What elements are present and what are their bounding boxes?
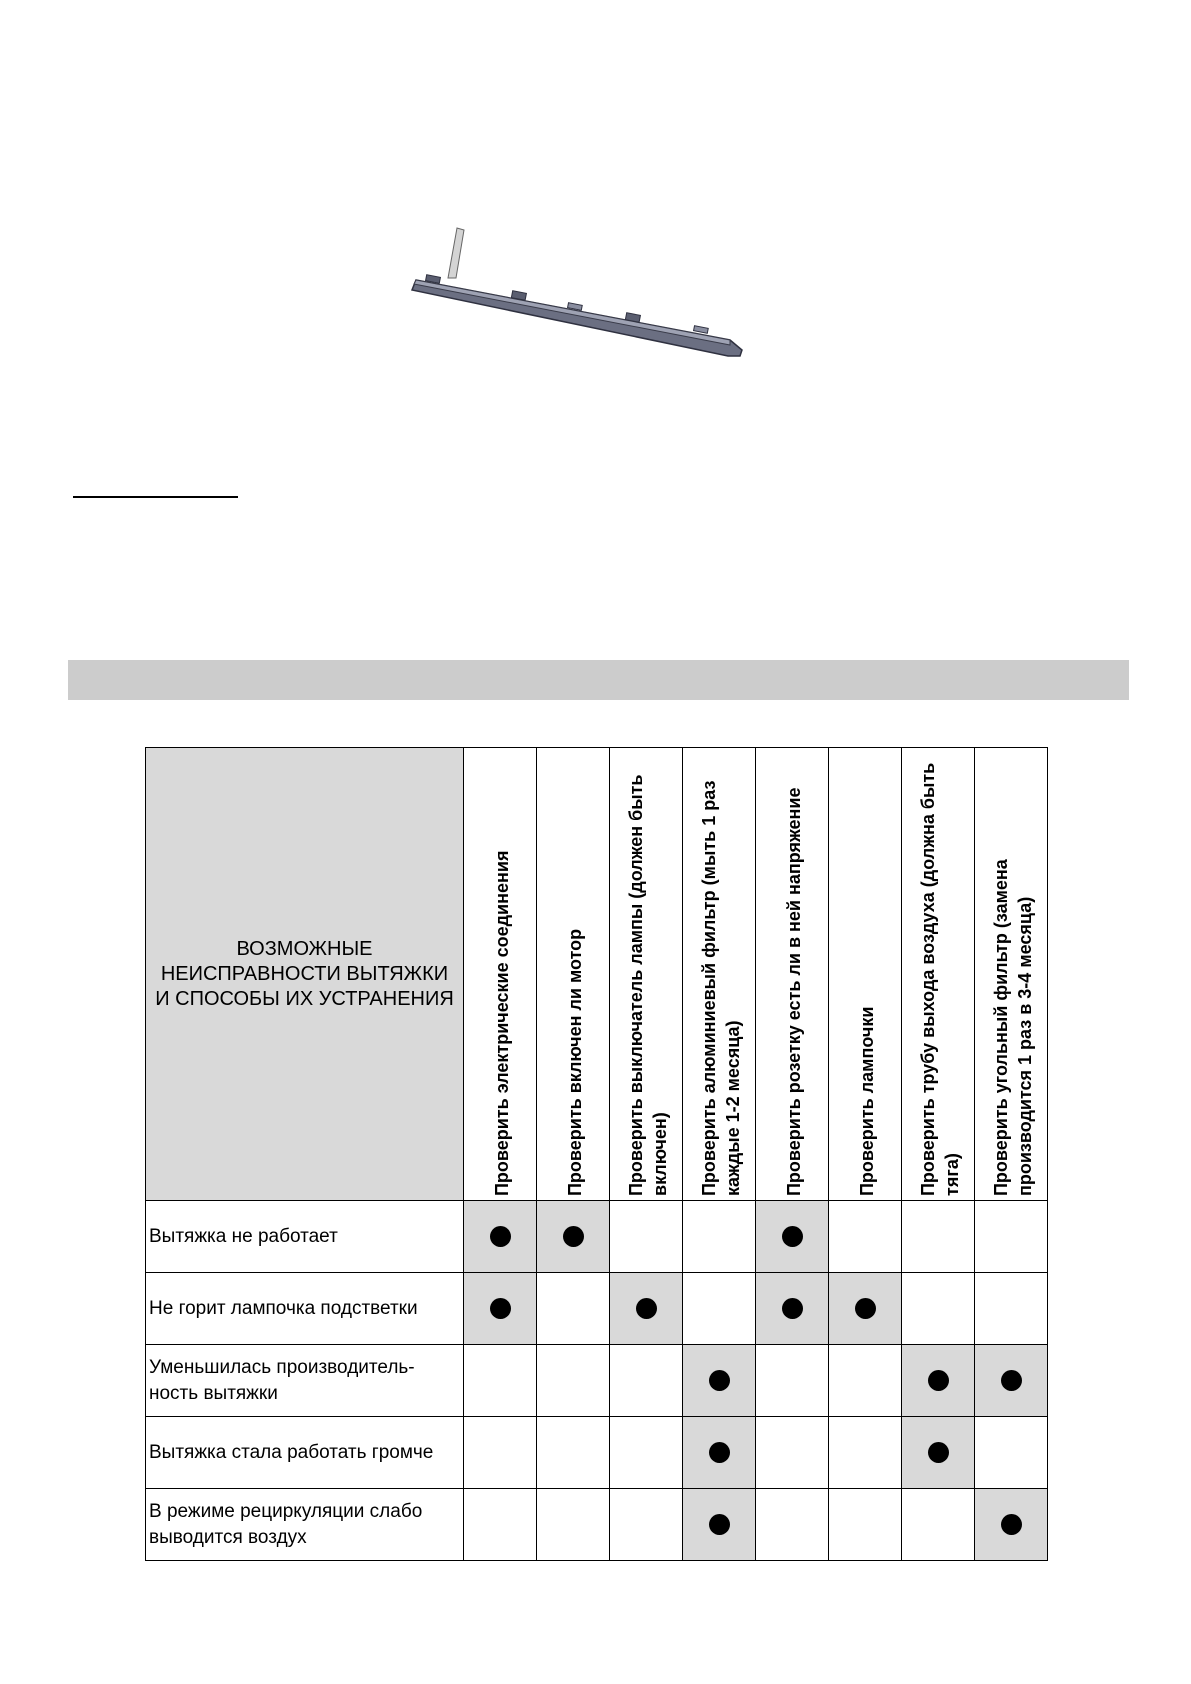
empty-cell xyxy=(610,1489,683,1561)
bullet-dot-icon xyxy=(709,1370,730,1391)
bullet-dot-icon xyxy=(782,1298,803,1319)
marked-cell xyxy=(975,1345,1048,1417)
column-header-text: Проверить лампочки xyxy=(857,1006,877,1196)
empty-cell xyxy=(829,1489,902,1561)
empty-cell xyxy=(756,1345,829,1417)
column-header xyxy=(975,748,1048,1201)
bullet-dot-icon xyxy=(928,1442,949,1463)
marked-cell xyxy=(683,1345,756,1417)
column-header xyxy=(902,748,975,1201)
table-body xyxy=(146,1201,1048,1561)
empty-cell xyxy=(902,1273,975,1345)
empty-cell xyxy=(610,1417,683,1489)
empty-cell xyxy=(975,1273,1048,1345)
marked-cell xyxy=(756,1201,829,1273)
bullet-dot-icon xyxy=(928,1370,949,1391)
column-header-text: Проверить алюминиевый фильтр (мыть 1 раз каждые 1-2 месяца) xyxy=(699,780,743,1196)
empty-cell xyxy=(537,1489,610,1561)
marked-cell xyxy=(610,1273,683,1345)
column-header-text: Проверить выключатель лампы (должен быть включен) xyxy=(626,774,670,1196)
table-row xyxy=(146,1345,1048,1417)
column-header xyxy=(829,748,902,1201)
empty-cell xyxy=(756,1489,829,1561)
table-row xyxy=(146,1489,1048,1561)
bullet-dot-icon xyxy=(563,1226,584,1247)
marked-cell xyxy=(975,1489,1048,1561)
column-header-text: Проверить электрические соединения xyxy=(492,850,512,1196)
empty-cell xyxy=(537,1273,610,1345)
bullet-dot-icon xyxy=(636,1298,657,1319)
row-label: В режиме рециркуляции слабо выводится воздух xyxy=(146,1489,464,1561)
marked-cell xyxy=(902,1345,975,1417)
corner-title-line: И СПОСОБЫ ИХ УСТРАНЕНИЯ xyxy=(155,987,454,1010)
marked-cell xyxy=(683,1417,756,1489)
column-header xyxy=(610,748,683,1201)
bullet-dot-icon xyxy=(782,1226,803,1247)
bullet-dot-icon xyxy=(1001,1514,1022,1535)
troubleshooting-table xyxy=(145,747,1048,1561)
marked-cell xyxy=(756,1273,829,1345)
table-corner-title xyxy=(146,748,464,1201)
row-label: Уменьшилась производитель-ность вытяжки xyxy=(146,1345,464,1417)
table-row xyxy=(146,1201,1048,1273)
empty-cell xyxy=(975,1417,1048,1489)
column-header-text: Проверить трубу выхода воздуха (должна быть тяга) xyxy=(918,762,962,1196)
column-header xyxy=(756,748,829,1201)
column-header-text: Проверить розетку есть ли в ней напряжение xyxy=(784,787,804,1196)
empty-cell xyxy=(756,1417,829,1489)
marked-cell xyxy=(683,1489,756,1561)
empty-cell xyxy=(610,1201,683,1273)
empty-cell xyxy=(464,1489,537,1561)
bullet-dot-icon xyxy=(709,1442,730,1463)
bullet-dot-icon xyxy=(490,1226,511,1247)
marked-cell xyxy=(464,1201,537,1273)
empty-cell xyxy=(610,1345,683,1417)
empty-cell xyxy=(902,1489,975,1561)
marked-cell xyxy=(464,1273,537,1345)
empty-cell xyxy=(902,1201,975,1273)
empty-cell xyxy=(975,1201,1048,1273)
empty-cell xyxy=(829,1345,902,1417)
empty-cell xyxy=(683,1201,756,1273)
table-row xyxy=(146,1273,1048,1345)
table-row xyxy=(146,1417,1048,1489)
column-header-text: Проверить включен ли мотор xyxy=(565,928,585,1196)
lamp-bar-illustration xyxy=(400,218,800,378)
empty-cell xyxy=(537,1417,610,1489)
empty-cell xyxy=(829,1417,902,1489)
empty-cell xyxy=(464,1345,537,1417)
column-header xyxy=(683,748,756,1201)
section-header-band xyxy=(68,660,1129,700)
column-header-text: Проверить угольный фильтр (замена производится 1 раз в 3-4 месяца) xyxy=(991,859,1035,1196)
column-header xyxy=(464,748,537,1201)
bar-body-icon xyxy=(412,275,742,356)
row-label: Вытяжка стала работать громче xyxy=(146,1417,464,1489)
column-header xyxy=(537,748,610,1201)
empty-cell xyxy=(537,1345,610,1417)
corner-title-line: НЕИСПРАВНОСТИ ВЫТЯЖКИ xyxy=(160,962,449,985)
row-label: Не горит лампочка подстветки xyxy=(146,1273,464,1345)
marked-cell xyxy=(902,1417,975,1489)
empty-cell xyxy=(683,1273,756,1345)
bullet-dot-icon xyxy=(1001,1370,1022,1391)
bullet-dot-icon xyxy=(490,1298,511,1319)
marked-cell xyxy=(537,1201,610,1273)
empty-cell xyxy=(829,1201,902,1273)
row-label: Вытяжка не работает xyxy=(146,1201,464,1273)
rod-icon xyxy=(448,228,464,278)
empty-cell xyxy=(464,1417,537,1489)
section-title-underline xyxy=(73,496,238,498)
bullet-dot-icon xyxy=(709,1514,730,1535)
corner-title-line: ВОЗМОЖНЫЕ xyxy=(236,937,373,960)
marked-cell xyxy=(829,1273,902,1345)
header-row xyxy=(146,748,1048,1201)
bullet-dot-icon xyxy=(855,1298,876,1319)
